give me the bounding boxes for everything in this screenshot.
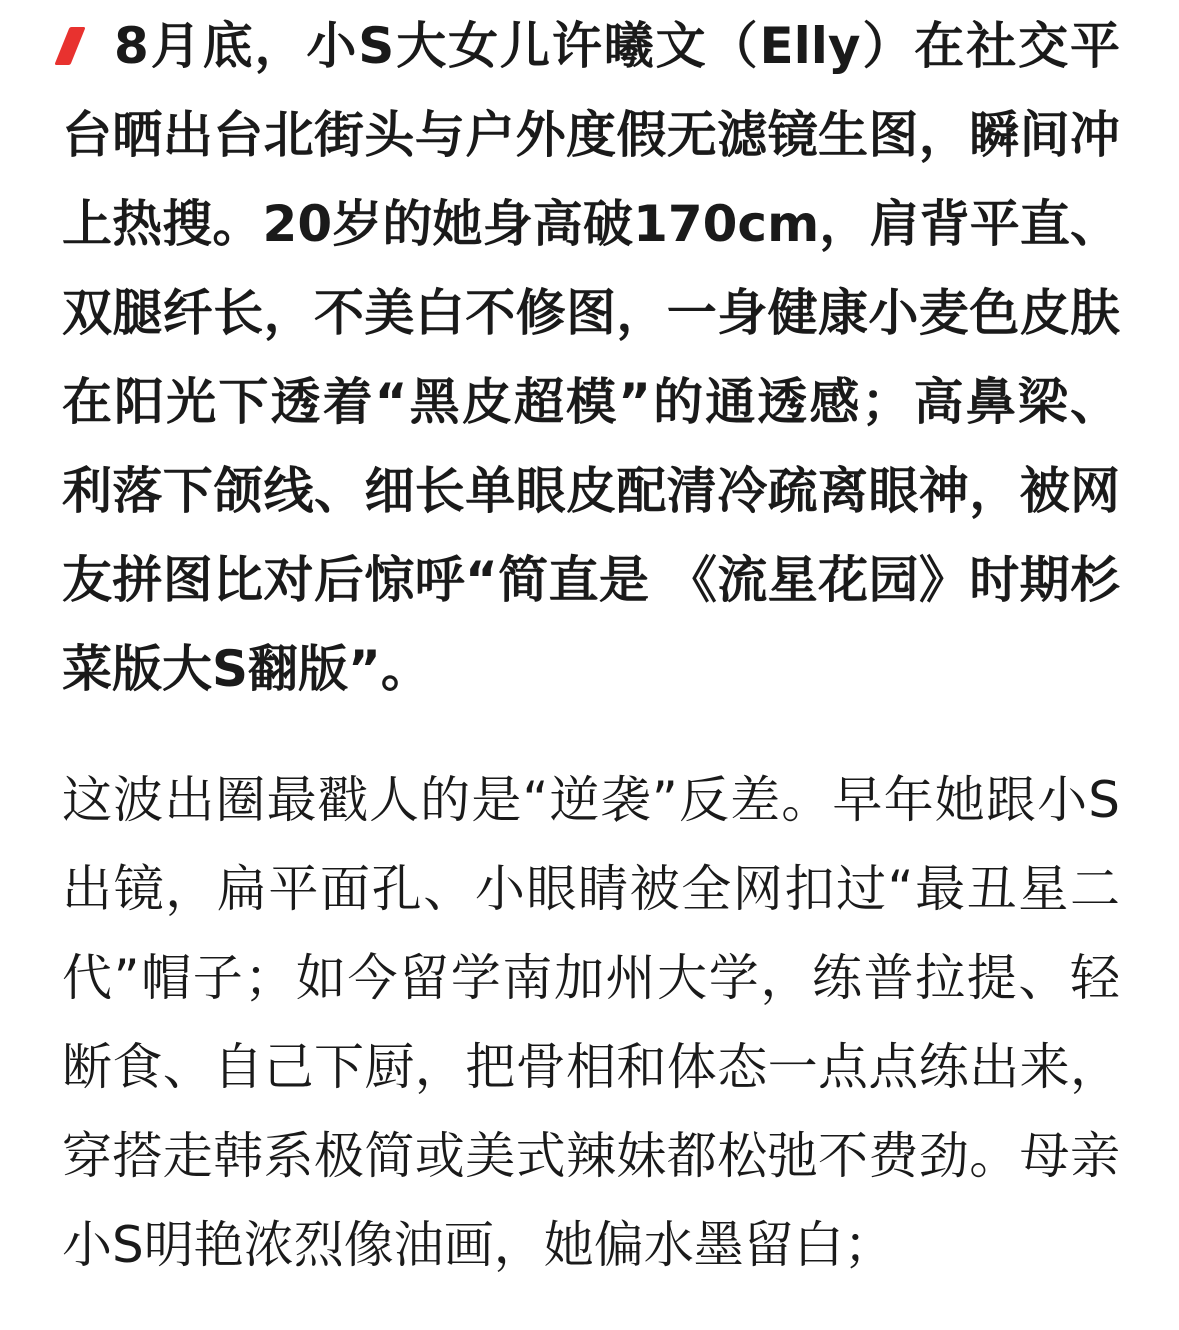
body-paragraph [62, 756, 1120, 1290]
article-body [62, 0, 1120, 1290]
lead-marker-icon [54, 27, 85, 65]
lead-paragraph [62, 0, 1120, 714]
body-paragraph-text: 这波出圈最戳人的是“逆袭”反差。早年她跟小S出镜，扁平面孔、小眼睛被全网扣过“最丑星二代”帽子；如今留学南加州大学，练普拉提、轻断食、自己下厨，把骨相和体态一点点练出来，穿搭走韩系极简或美式辣妹都松弛不费劲。母亲小S明艳浓烈像油画，她偏水墨留白； [62, 771, 1120, 1274]
lead-paragraph-text: 8月底，小S大女儿许曦文（Elly）在社交平台晒出台北街头与户外度假无滤镜生图，瞬间冲上热搜。20岁的她身高破170cm，肩背平直、双腿纤长，不美白不修图，一身健康小麦色皮肤在阳光下透着“黑皮超模”的通透感；高鼻梁、利落下颌线、细长单眼皮配清冷疏离眼神，被网友拼图比对后惊呼“简直是 《流星花园》时期杉菜版大S翻版”。 [62, 17, 1120, 698]
